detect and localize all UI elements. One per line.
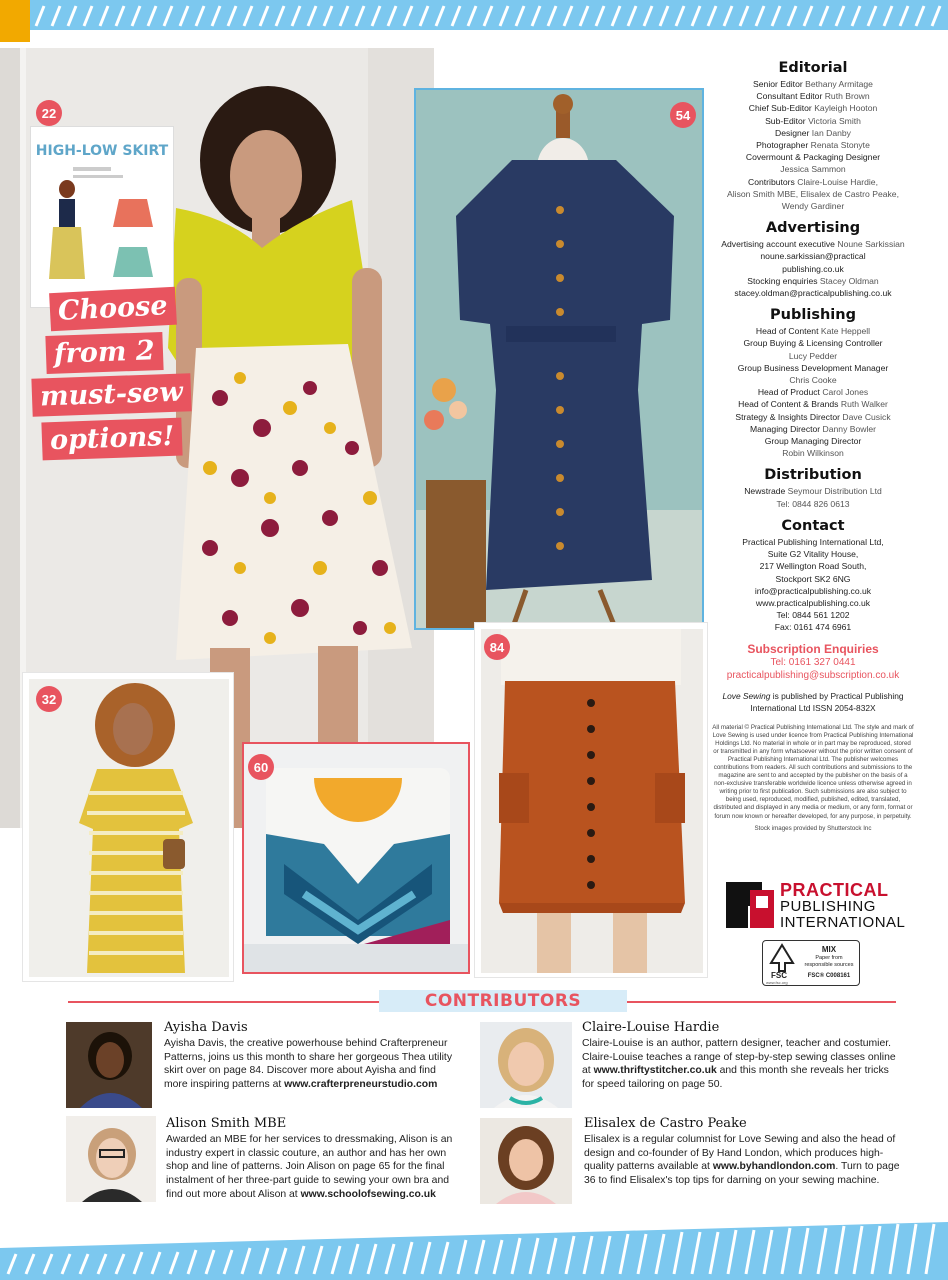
credit-row: Robin Wilkinson (782, 448, 844, 459)
page-badge-60: 60 (248, 754, 274, 780)
credit-row: Lucy Pedder (788, 350, 838, 361)
credit-row: Sub-Editor Victoria Smith (765, 115, 861, 126)
contributor-name: Elisalex de Castro Peake (584, 1116, 747, 1131)
credit-row: Chris Cooke (789, 375, 837, 386)
pattern-card-title: HIGH-LOW SKIRT (35, 143, 169, 159)
avatar-elisalex-de-castro-peake (480, 1118, 572, 1204)
credit-row: Jessica Sammon (780, 164, 846, 175)
distribution-section (712, 467, 914, 509)
advertising-section (712, 220, 914, 299)
advertising-heading: Advertising (765, 220, 861, 237)
credit-row: Stocking enquiries Stacey Oldman (747, 275, 879, 286)
contributor-bio: Claire-Louise is an author, pattern designer, teacher and costumier. Claire-Louise teaches a range of step-by-step sewing classes online at www.thriftystitcher.co.uk and this month she reveals her tricks for speed tailoring on page 50. (582, 1038, 896, 1091)
credit-row: Wendy Gardiner (781, 201, 845, 212)
contributor-elisalex-de-castro-peake (584, 1116, 900, 1188)
contributor-name: Alison Smith MBE (166, 1116, 287, 1131)
promo-line-2: from 2 (45, 332, 163, 374)
credit-row: Contributors Claire-Louise Hardie, (748, 176, 878, 187)
contact-section (712, 518, 914, 634)
corner-tab (0, 0, 30, 42)
credit-row: Senior Editor Bethany Armitage (753, 79, 873, 89)
credit-row: Managing Director Danny Bowler (749, 423, 877, 434)
credit-row: Head of Content & Brands Ruth Walker (738, 399, 888, 410)
credit-row: Covermount & Packaging Designer (745, 152, 881, 163)
credit-row: Head of Product Carol Jones (757, 387, 869, 398)
fsc-tree-icon (767, 943, 797, 973)
contributor-bio: Ayisha Davis, the creative powerhouse behind Crafterpreneur Patterns, joins us this month to share her gorgeous Thea utility skirt over on page 84. Discover more about Ayisha and find more inspiring patterns at www.crafterpreneurstudio.com (164, 1038, 453, 1091)
distribution-heading: Distribution (764, 467, 862, 484)
pp-logo-mark-icon (726, 880, 776, 930)
credit-row: Alison Smith MBE, Elisalex de Castro Peake, (727, 188, 899, 199)
legal-notice: All material © Practical Publishing International Ltd. The style and mark of Love Sewing is used under licence from Practical Publishing International Holdings Ltd. No material in whole or in part may be reproduced, stored or transmitted in any form whatsoever without the prior written consent of Practical Publishing International Ltd. The publisher welcomes contributions from readers. All such contributions and submissions to the magazine are sent to and accepted by the publisher on the basis of a non-exclusive transferable worldwide licence unless otherwise agreed in writing prior to first publication. Such submissions are also subject to being used, reproduced, modified, published, edited, translated, distributed and displayed in any media or medium, or any form, format or forum now known or hereafter developed, for any purpose, in perpetuity. (712, 723, 914, 820)
credit-row: noune.sarkissian@practical (760, 251, 866, 262)
credit-row: Strategy & Insights Director Dave Cusick (735, 411, 891, 422)
promo-line-3: must-sew (31, 373, 191, 417)
subscription-email[interactable]: practicalpublishing@subscription.co.uk (726, 669, 900, 681)
contact-line: Practical Publishing International Ltd, (742, 536, 884, 547)
credit-row: Tel: 0844 826 0613 (776, 498, 850, 509)
credits-column (712, 60, 914, 832)
credit-row: Designer Ian Danby (775, 127, 851, 138)
contributor-name: Ayisha Davis (164, 1020, 248, 1035)
contributors-title: CONTRIBUTORS (379, 990, 627, 1012)
contact-heading: Contact (781, 517, 845, 534)
credit-row: Group Buying & Licensing Controller (743, 338, 883, 349)
cushion-photo (242, 742, 470, 974)
contributor-link[interactable]: www.thriftystitcher.co.uk (593, 1065, 717, 1077)
credit-row: stacey.oldman@practicalpublishing.co.uk (734, 288, 892, 299)
page-badge-32: 32 (36, 686, 62, 712)
page-badge-84: 84 (484, 634, 510, 660)
practical-publishing-logo: PRACTICAL PUBLISHING INTERNATIONAL (726, 880, 906, 932)
promo-line-1: Choose (49, 287, 176, 332)
stock-credit: Stock images provided by Shutterstock Inc (754, 824, 872, 832)
editorial-heading: Editorial (778, 60, 848, 76)
publishing-section (712, 307, 914, 459)
contributors-header (68, 990, 896, 1012)
published-by: Love Sewing is published by Practical Publishing International Ltd ISSN 2054-832X (722, 690, 904, 713)
top-stripe-border (30, 0, 948, 30)
editorial-section (712, 60, 914, 212)
contributor-link[interactable]: www.schoolofsewing.co.uk (300, 1188, 436, 1200)
subscription-tel: Tel: 0161 327 0441 (770, 656, 856, 668)
avatar-ayisha-davis (66, 1022, 152, 1108)
subscription-section (712, 642, 914, 682)
contributor-bio: Awarded an MBE for her services to dressmaking, Alison is an industry expert in classic couture, an author and has her own shop and line of patterns. Join Alison on page 65 for the final instalment of her three-part guide to sewing your own bra and find out more about Alison at www.schoolofsewing.co.uk (166, 1134, 453, 1200)
contributor-alison-smith (166, 1116, 464, 1202)
denim-dress-photo (414, 88, 704, 630)
contributor-name: Claire-Louise Hardie (582, 1020, 720, 1035)
contributor-ayisha-davis (164, 1020, 462, 1092)
contributor-claire-louise-hardie (582, 1020, 898, 1092)
avatar-alison-smith (66, 1116, 156, 1202)
bottom-stripe-border (0, 1222, 948, 1280)
contact-line: Tel: 0844 561 1202 (776, 610, 850, 621)
avatar-claire-louise-hardie (480, 1022, 572, 1108)
credit-row: Consultant Editor Ruth Brown (756, 91, 870, 102)
publishing-heading: Publishing (770, 307, 856, 324)
credit-row: Photographer Renata Stonyte (756, 140, 870, 151)
credit-row: Group Business Development Manager (737, 362, 889, 373)
contributor-link[interactable]: www.crafterpreneurstudio.com (284, 1079, 438, 1091)
contact-email[interactable]: info@practicalpublishing.co.uk (754, 585, 872, 596)
contact-line: Suite G2 Vitality House, (767, 549, 859, 560)
pattern-card (30, 126, 174, 308)
contact-website[interactable]: www.practicalpublishing.co.uk (755, 597, 871, 608)
contributor-bio: Elisalex is a regular columnist for Love Sewing and also the head of design and co-founder of By Hand London, which produces high-quality patterns available at www.byhandlondon.com. Turn to page 36 to find Elisalex's top tips for darning on your sewing machine. (584, 1134, 900, 1187)
orange-skirt-photo (474, 622, 708, 978)
credit-row: Chief Sub-Editor Kayleigh Hooton (748, 103, 878, 114)
striped-dress-photo (22, 672, 234, 982)
contact-line: 217 Wellington Road South, (759, 561, 867, 572)
page-badge-22: 22 (36, 100, 62, 126)
contact-line: Stockport SK2 6NG (775, 573, 851, 584)
credit-row: Head of Content Kate Heppell (755, 326, 871, 337)
fsc-badge: FSC www.fsc.org MIX Paper from responsible sources FSC® C008161 (762, 940, 860, 986)
promo-line-4: options! (41, 418, 183, 461)
credit-row: Newstrade Seymour Distribution Ltd (744, 486, 882, 497)
contact-line: Fax: 0161 474 6961 (774, 622, 852, 633)
page-badge-54: 54 (670, 102, 696, 128)
contributor-link[interactable]: www.byhandlondon.com (712, 1161, 836, 1173)
subscription-heading: Subscription Enquiries (747, 641, 879, 656)
credit-row: Advertising account executive Noune Sarkissian (721, 239, 905, 250)
credit-row: publishing.co.uk (782, 263, 844, 274)
credit-row: Group Managing Director (764, 436, 862, 447)
